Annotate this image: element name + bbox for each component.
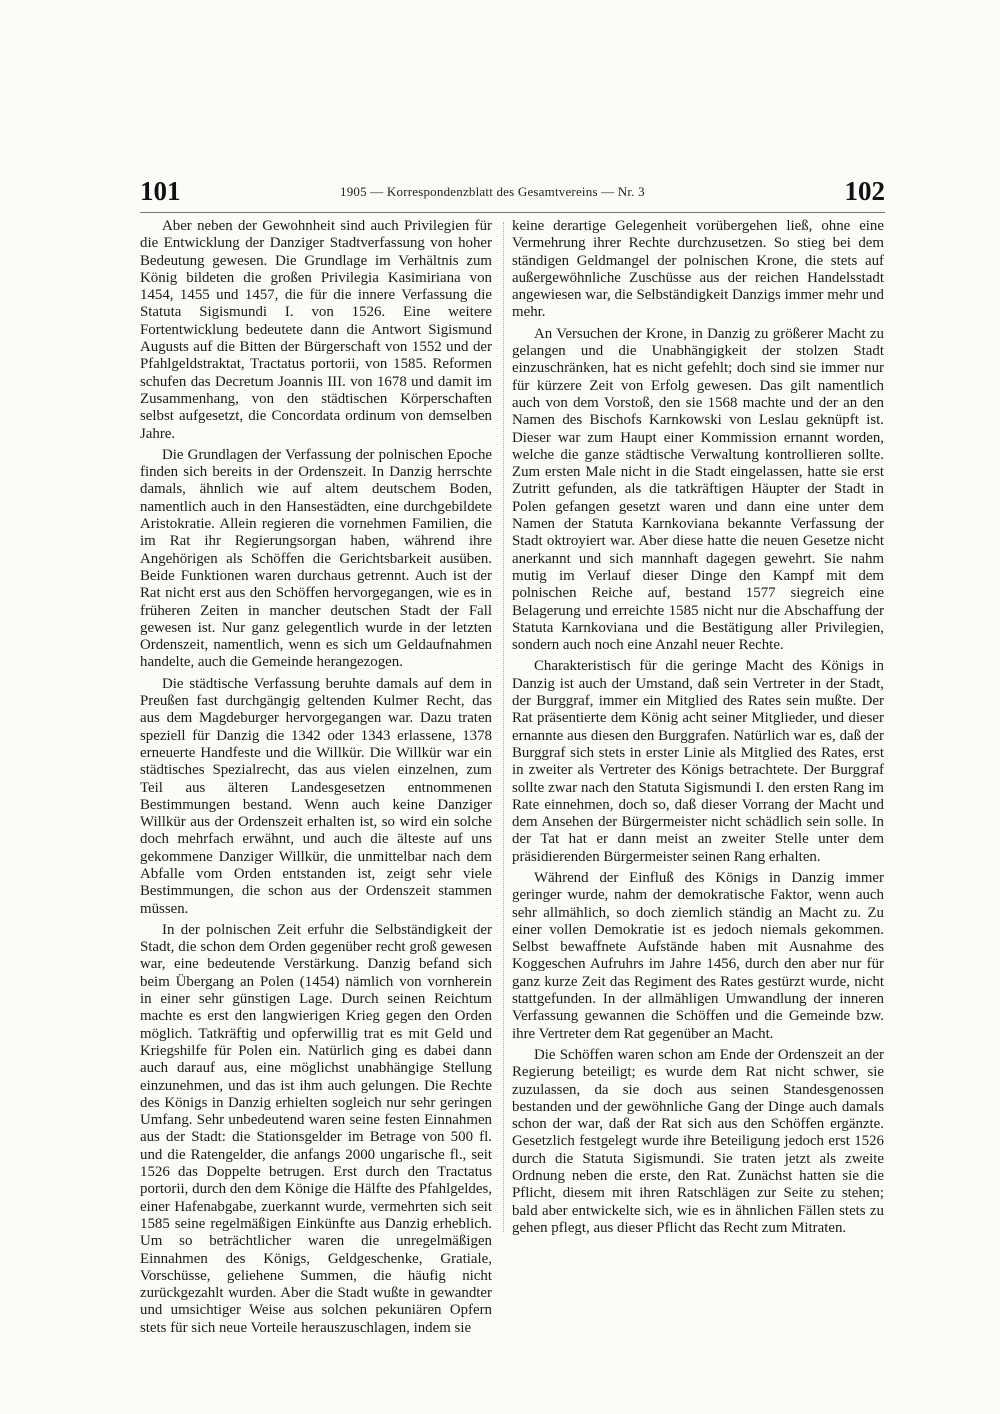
paragraph: An Versuchen der Krone, in Danzig zu größerer Macht zu gelangen und die Unabhängigkeit der stolzen Stadt einzuschränken, hat es nicht gefehlt; doch sind sie immer nur für kürzere Zeit von Erfolg gewesen. Das gilt namentlich auch von dem Vorstoß, den sie 1568 machte und der an den Namen des Bischofs Karnkowski von Leslau geknüpft ist. Dieser war zum Haupt einer Kommission ernannt worden, welche die ganze städtische Verwaltung kontrollieren sollte. Zum ersten Male nicht in die Stadt eingelassen, hatte sie erst Zutritt gefunden, als die tatkräftigen Häupter der Stadt in Polen gefangen gesetzt waren und dann eine unter dem Namen der Statuta Karnkoviana bekannte Verfassung der Stadt oktroyiert war. Aber diese hatte die neuen Gesetze nicht anerkannt und sich mannhaft dagegen gewehrt. Sie nahm mutig im Verlauf dieser Dinge den Kampf mit dem polnischen Reiche auf, bestand 1577 siegreich eine Belagerung und erreichte 1585 nicht nur die Abschaffung der Statuta Karnkoviana und die Bestätigung aller Privilegien, sondern auch noch eine Anzahl neuer Rechte. <box>512 325 884 654</box>
page-number-right: 102 <box>844 176 885 206</box>
paragraph: In der polnischen Zeit erfuhr die Selbständigkeit der Stadt, die schon dem Orden gegenüber recht groß gewesen war, eine bedeutende Verstärkung. Danzig befand sich beim Übergang an Polen (1454) nämlich von vornherein in einer sehr günstigen Lage. Durch seinen Reichtum machte es erst den langwierigen Krieg gegen den Orden möglich. Tatkräftig und opferwillig trat es mit Geld und Kriegshilfe für Polen ein. Natürlich ging es dabei dann auch darauf aus, eine möglichst unabhängige Stellung einzunehmen, und das ist ihm auch gelungen. Die Rechte des Königs in Danzig erhielten sogleich nur sehr geringen Umfang. Sehr unbedeutend waren seine festen Einnahmen aus der Stadt: die Stationsgelder im Betrage von 500 fl. und die Ratengelder, die anfangs 2000 ungarische fl., seit 1526 das Doppelte betrugen. Erst durch den Tractatus portorii, durch den dem Könige die Hälfte des Pfahlgeldes, einer Hafenabgabe, zuerkannt wurde, vermehrten sich seit 1585 seine regelmäßigen Einkünfte aus Danzig erheblich. Um so beträchtlicher waren die unregelmäßigen Einnahmen des Königs, Geldgeschenke, Gratiale, Vorschüsse, geliehene Summen, die häufig nicht zurückgezahlt wurden. Aber die Stadt wußte in gewandter und umsichtiger Weise aus solchen pekuniären Opfern stets für sich neue Vorteile herauszuschlagen, indem sie <box>140 921 492 1336</box>
page-number-left: 101 <box>140 176 181 206</box>
paragraph: Während der Einfluß des Königs in Danzig immer geringer wurde, nahm der demokratische Faktor, wenn auch sehr allmählich, so doch ziemlich ständig an Macht zu. Zu einer vollen Demokratie ist es jedoch niemals gekommen. Selbst bewaffnete Aufstände haben mit Ausnahme des Koggeschen Aufruhrs im Jahre 1456, durch den aber nur für ganz kurze Zeit das Regiment des Rates gestürzt wurde, nicht stattgefunden. In der allmähligen Umwandlung der inneren Verfassung gewannen die Schöffen und die Gemeinde bzw. ihre Vertreter dem Rat gegenüber an Macht. <box>512 869 884 1042</box>
running-head: 1905 — Korrespondenzblatt des Gesamtvereins — Nr. 3 <box>340 184 645 199</box>
paragraph: Die Grundlagen der Verfassung der polnischen Epoche finden sich bereits in der Ordenszeit. In Danzig herrschte damals, ähnlich wie auf altem deutschem Boden, namentlich auch in den Hansestädten, eine durchgebildete Aristokratie. Allein regieren die vornehmen Familien, die im Rat ihr Regierungsorgan haben, während ihre Angehörigen als Schöffen die Gerichtsbarkeit ausüben. Beide Funktionen waren durchaus getrennt. Auch ist der Rat nicht erst aus den Schöffen hervorgegangen, wie es in früheren Zeiten in mancher deutschen Stadt der Fall gewesen ist. Nur ganz gelegentlich wurde in der letzten Ordenszeit, namentlich, wenn es sich um Geldaufnahmen handelte, auch die Gemeinde herangezogen. <box>140 446 492 671</box>
paragraph: Die städtische Verfassung beruhte damals auf dem in Preußen fast durchgängig geltenden Kulmer Recht, das aus dem Magdeburger hervorgegangen war. Dazu traten speziell für Danzig die 1342 oder 1343 erlassene, 1378 erneuerte Handfeste und die Willkür. Die Willkür war ein städtisches Spezialrecht, das aus vielen einzelnen, zum Teil aus älteren Landesgesetzen entnommenen Bestimmungen bestand. Wenn auch keine Danziger Willkür aus der Ordenszeit erhalten ist, so wird ein solche doch mehrfach erwähnt, und auch die älteste auf uns gekommene Danziger Willkür, die unmittelbar nach dem Abfalle vom Orden entstanden ist, zeigt sehr viele Bestimmungen, die schon aus der Ordenszeit stammen müssen. <box>140 675 492 917</box>
left-column <box>140 218 492 1337</box>
paragraph: Charakteristisch für die geringe Macht des Königs in Danzig ist auch der Umstand, daß sein Vertreter in der Stadt, der Burggraf, immer ein Mitglied des Rates sein mußte. Der Rat präsentierte dem König acht seiner Mitglieder, und dieser ernannte aus diesen den Burggrafen. Natürlich war es, daß der Burggraf sich stets in erster Linie als Mitglied des Rates, erst in zweiter als Vertreter des Königs betrachtete. Der Burggraf sollte zwar nach den Statuta Sigismundi I. den ersten Rang im Rate einnehmen, doch so, daß dieser Vorrang der Macht und dem Ansehen der Bürgermeister nicht schädlich sein solle. In der Tat hat er dann meist an zweiter Stelle unter dem präsidierenden Bürgermeister seinen Rang erhalten. <box>512 658 884 865</box>
column-divider <box>503 222 504 1232</box>
paragraph: Aber neben der Gewohnheit sind auch Privilegien für die Entwicklung der Danziger Stadtverfassung von hoher Bedeutung gewesen. Die Grundlage im Verhältnis zum König bildeten die großen Privilegia Kasimiriana von 1454, 1455 und 1457, die für die innere Verfassung die Statuta Sigismundi I. von 1526. Eine weitere Fortentwicklung bedeutete dann die Antwort Sigismund Augusts auf die Bitten der Bürgerschaft von 1552 und der Pfahlgeldstraktat, Tractatus portorii, von 1585. Reformen schufen das Decretum Joannis III. von 1678 und damit im Zusammenhang, von den städtischen Körperschaften selbst aufgesetzt, die Concordata ordinum von demselben Jahre. <box>140 218 492 442</box>
paragraph: Die Schöffen waren schon am Ende der Ordenszeit an der Regierung beteiligt; es wurde dem Rat nicht schwer, sie zuzulassen, da sie doch aus seinen Standesgenossen bestanden und der gewöhnliche Gang der Dinge auch damals schon der war, daß der Rat sich aus den Schöffen ergänzte. Gesetzlich festgelegt wurde ihre Beteiligung jedoch erst 1526 durch die Statuta Sigismundi. Sie traten jetzt als zweite Ordnung neben die erste, den Rat. Zunächst hatten sie die Pflicht, diesem mit ihren Ratschlägen zur Seite zu stehen; bald aber entwickelte sich, wie es in ähnlichen Fällen stets zu gehen pflegt, aus dieser Pflicht das Recht zum Mitraten. <box>512 1046 884 1236</box>
right-column <box>512 218 884 1237</box>
page-header <box>140 176 885 216</box>
paragraph: keine derartige Gelegenheit vorübergehen ließ, ohne eine Vermehrung ihrer Rechte durchzusetzen. So stieg bei dem ständigen Geldmangel der polnischen Krone, die stets auf außergewöhnliche Zuschüsse aus der reichen Handelsstadt angewiesen war, die Selbständigkeit Danzigs immer mehr und mehr. <box>512 218 884 321</box>
header-rule <box>140 212 885 213</box>
